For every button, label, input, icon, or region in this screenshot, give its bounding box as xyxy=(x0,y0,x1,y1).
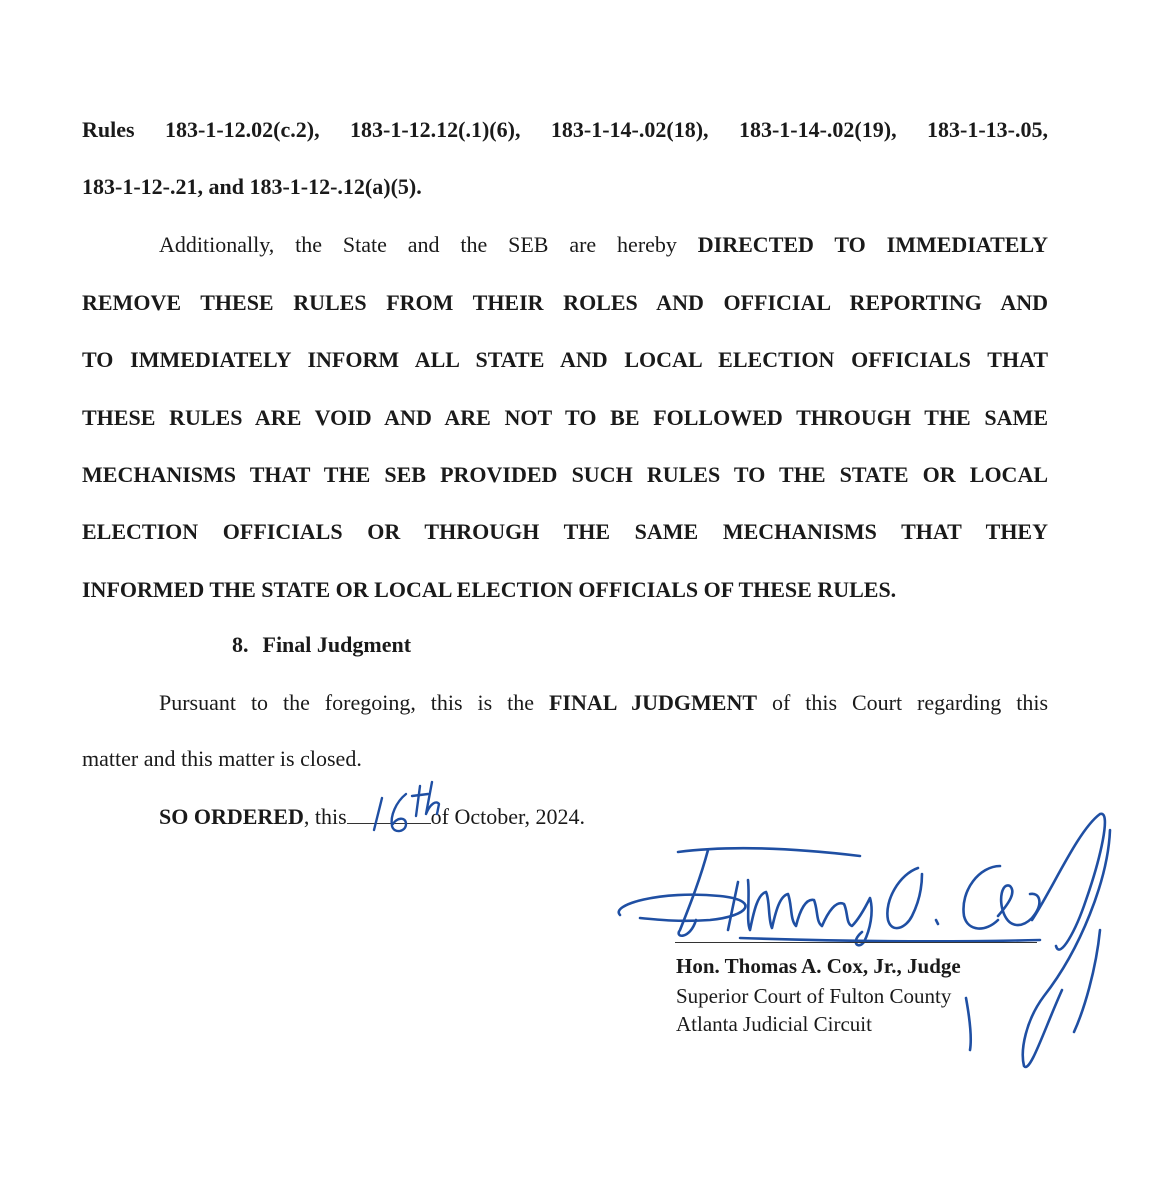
directive-line-2: REMOVE THESE RULES FROM THEIR ROLES AND OFFICIAL REPORTING AND xyxy=(82,290,1048,315)
directive-line-4: THESE RULES ARE VOID AND ARE NOT TO BE FOLLOWED THROUGH THE SAME xyxy=(82,405,1048,430)
directive-line-7: INFORMED THE STATE OR LOCAL ELECTION OFFICIALS OF THESE RULES. xyxy=(82,577,897,602)
court-name: Superior Court of Fulton County xyxy=(676,984,952,1008)
circuit-name: Atlanta Judicial Circuit xyxy=(676,1012,872,1036)
rules-line-2: 183-1-12-.21, and 183-1-12-.12(a)(5). xyxy=(82,174,422,199)
so-ordered-line: SO ORDERED, this of October, 2024. xyxy=(159,804,585,829)
section-number: 8. xyxy=(232,632,249,657)
directive-line-5: MECHANISMS THAT THE SEB PROVIDED SUCH RULES TO THE STATE OR LOCAL xyxy=(82,462,1048,487)
judge-name: Hon. Thomas A. Cox, Jr., Judge xyxy=(676,954,961,978)
signature-line xyxy=(675,942,1037,943)
pursuant-line: Pursuant to the foregoing, this is the FINAL JUDGMENT of this Court regarding this xyxy=(159,690,1049,715)
matter-closed-line: matter and this matter is closed. xyxy=(82,746,362,771)
directive-line-3: TO IMMEDIATELY INFORM ALL STATE AND LOCAL ELECTION OFFICIALS THAT xyxy=(82,347,1048,372)
section-heading xyxy=(232,632,411,658)
handwritten-date xyxy=(360,780,470,840)
rules-line-1: Rules 183-1-12.02(c.2), 183-1-12.12(.1)(6), 183-1-14-.02(18), 183-1-14-.02(19), 183-1-13-.05, xyxy=(82,117,1048,142)
directive-line-1: Additionally, the State and the SEB are hereby DIRECTED TO IMMEDIATELY xyxy=(159,232,1049,257)
section-title: Final Judgment xyxy=(262,632,412,657)
directive-line-6: ELECTION OFFICIALS OR THROUGH THE SAME MECHANISMS THAT THEY xyxy=(82,519,1048,544)
